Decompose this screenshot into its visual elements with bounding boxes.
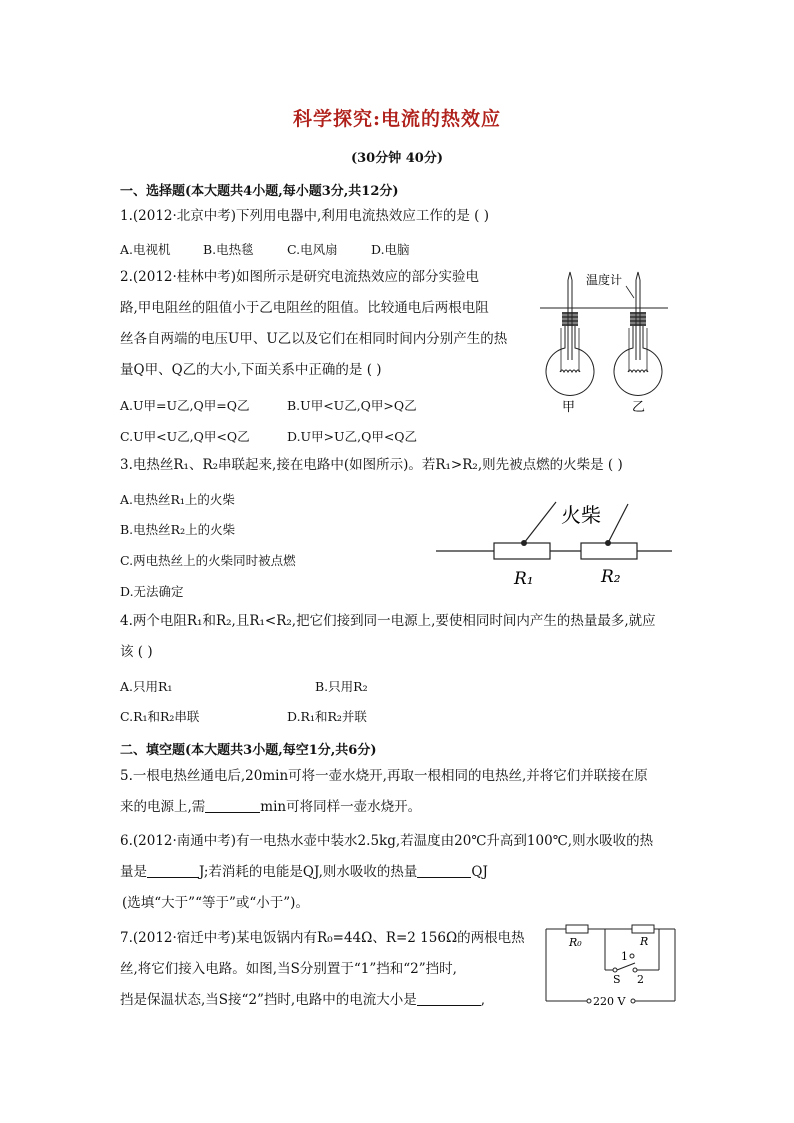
q2-option-d: D.U甲>U乙,Q甲<Q乙 — [287, 429, 418, 444]
question-2-line-3: 丝各自两端的电压U甲、U乙以及它们在相同时间内分别产生的热 — [120, 331, 508, 347]
rice-cooker-circuit-figure — [543, 922, 679, 1008]
label-r: R — [640, 935, 649, 948]
label-r2: R₂ — [601, 567, 621, 587]
q5-blank[interactable] — [205, 798, 260, 813]
resistor-r0 — [566, 925, 588, 933]
right-flask — [614, 272, 662, 395]
resistor-r1 — [494, 543, 550, 559]
question-2-line-4: 量Q甲、Q乙的大小,下面关系中正确的是 ( ) — [120, 362, 382, 378]
label-position-1: 1 — [621, 950, 628, 963]
section-fill-heading: 二、填空题(本大题共3小题,每空1分,共6分) — [120, 743, 377, 758]
q7-text-a: 挡是保温状态,当S接“2”挡时,电路中的电流大小是 — [120, 992, 417, 1008]
matches-circuit-figure — [436, 490, 676, 590]
question-3-stem: 3.电热丝R₁、R₂串联起来,接在电路中(如图所示)。若R₁>R₂,则先被点燃的火柴是 ( ) — [120, 457, 623, 473]
question-6-line-1: 6.(2012·南通中考)有一电热水壶中装水2.5kg,若温度由20℃升高到100℃,则水吸收的热 — [120, 833, 654, 849]
question-7-line-2: 丝,将它们接入电路。如图,当S分别置于“1”挡和“2”挡时, — [120, 961, 457, 977]
question-6-line-3: (选填“大于”“等于”或“小于”)。 — [122, 895, 309, 911]
time-score: (30分钟 40分) — [350, 151, 443, 166]
match-2 — [608, 504, 628, 543]
q2-option-a: A.U甲=U乙,Q甲=Q乙 — [120, 398, 250, 413]
question-4-line-1: 4.两个电阻R₁和R₂,且R₁<R₂,把它们接到同一电源上,要使相同时间内产生的热量最多,就应 — [120, 613, 656, 629]
q1-option-a: A.电视机 — [120, 242, 171, 257]
q3-option-d: D.无法确定 — [120, 584, 184, 599]
label-position-2: 2 — [637, 973, 644, 986]
flask-thermometer-figure — [538, 268, 670, 416]
question-7-line-3 — [120, 985, 485, 1016]
page-title: 科学探究:电流的热效应 — [292, 108, 501, 130]
question-4-line-2: 该 ( ) — [120, 644, 153, 660]
q6-text-b: J;若消耗的电能是QJ,则水吸收的热量 — [199, 864, 418, 880]
label-voltage: 220 V — [593, 995, 626, 1008]
q3-option-b: B.电热丝R₂上的火柴 — [120, 522, 236, 537]
question-2-line-1: 2.(2012·桂林中考)如图所示是研究电流热效应的部分实验电 — [120, 269, 480, 285]
question-6-line-2 — [120, 857, 488, 888]
q6-blank-2[interactable] — [417, 863, 471, 878]
section-choice-heading: 一、选择题(本大题共4小题,每小题3分,共12分) — [120, 184, 399, 199]
q1-option-d: D.电脑 — [371, 242, 410, 257]
q7-blank[interactable] — [417, 991, 481, 1006]
q5-text-b: min可将同样一壶水烧开。 — [260, 799, 422, 815]
question-2-line-2: 路,甲电阻丝的阻值小于乙电阻丝的阻值。比较通电后两根电阻 — [120, 300, 489, 316]
question-5-line-1: 5.一根电热丝通电后,20min可将一壶水烧开,再取一根相同的电热丝,并将它们并联接在原 — [120, 768, 648, 784]
q4-option-d: D.R₁和R₂并联 — [287, 709, 367, 724]
label-r1: R₁ — [514, 569, 534, 589]
q1-option-b: B.电热毯 — [203, 242, 254, 257]
label-switch: S — [613, 973, 621, 986]
q7-text-b: , — [480, 992, 486, 1008]
thermometer-label: 温度计 — [586, 273, 623, 287]
q6-text-a: 量是 — [120, 864, 147, 880]
q4-option-b: B.只用R₂ — [315, 679, 368, 694]
match-1 — [524, 502, 556, 543]
q2-option-b: B.U甲<U乙,Q甲>Q乙 — [287, 398, 417, 413]
q6-blank-1[interactable] — [147, 863, 199, 878]
q3-option-a: A.电热丝R₁上的火柴 — [120, 492, 235, 507]
q5-text-a: 来的电源上,需 — [120, 799, 206, 815]
q1-option-c: C.电风扇 — [287, 242, 338, 257]
q4-option-c: C.R₁和R₂串联 — [120, 709, 200, 724]
q3-option-c: C.两电热丝上的火柴同时被点燃 — [120, 553, 296, 568]
resistor-r — [632, 925, 654, 933]
flask-label-right: 乙 — [632, 400, 646, 415]
question-5-line-2 — [120, 792, 421, 823]
match-label: 火柴 — [561, 503, 601, 527]
question-1-stem: 1.(2012·北京中考)下列用电器中,利用电流热效应工作的是 ( ) — [120, 208, 489, 224]
flask-label-left: 甲 — [562, 400, 576, 415]
q2-option-c: C.U甲<U乙,Q甲<Q乙 — [120, 429, 250, 444]
q6-text-c: QJ — [471, 864, 488, 880]
label-r0: R₀ — [569, 936, 582, 949]
q4-option-a: A.只用R₁ — [120, 679, 173, 694]
question-7-line-1: 7.(2012·宿迁中考)某电饭锅内有R₀=44Ω、R=2 156Ω的两根电热 — [120, 930, 525, 946]
switch-blade — [617, 963, 635, 970]
left-flask — [546, 272, 594, 395]
